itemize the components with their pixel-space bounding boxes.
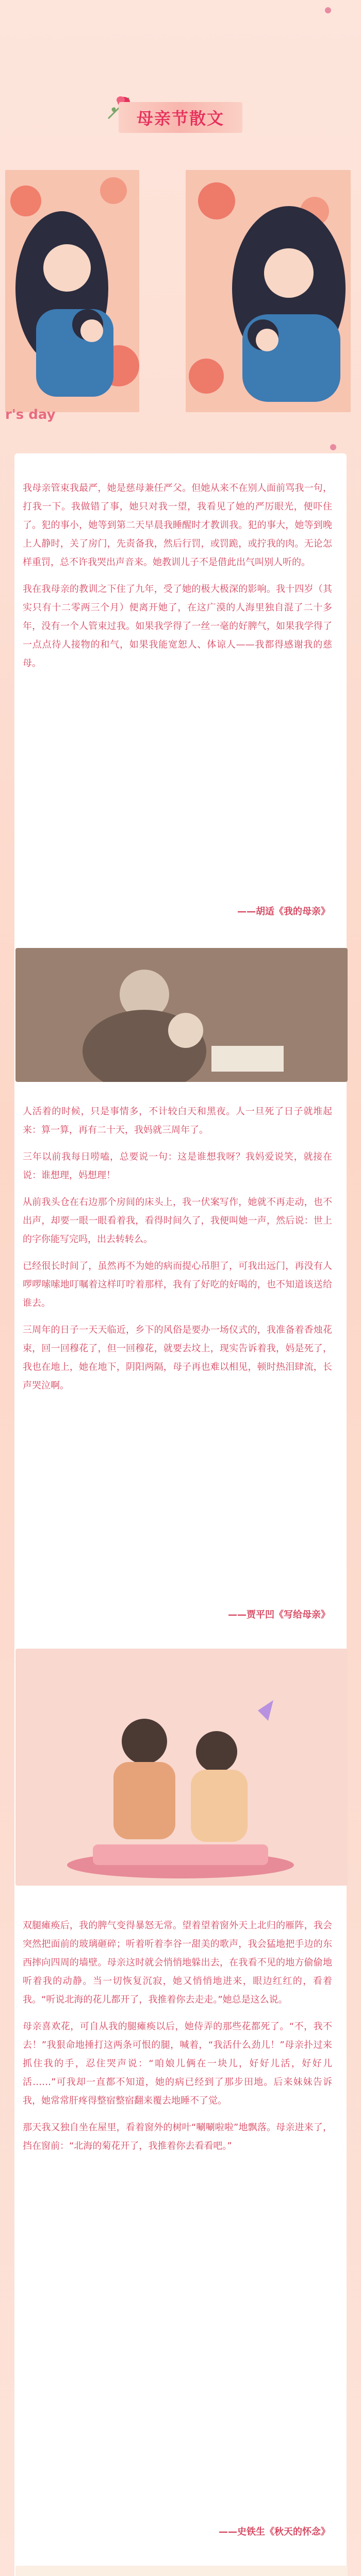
essay-2-paragraph: 已经很长时间了，虽然再不为她的病而提心吊胆了，可我出远门，再没有人啰啰嗦嗦地叮嘱着这样叮咛着那样，我有了好吃的好喝的，也不知道该送给谁去。 (23, 1261, 332, 1309)
essay-2-paragraph: 三周年的日子一天天临近，乡下的风俗是要办一场仪式的，我准备着香烛花束，回一回穆花了，但一回穆花，就要去坟上，现实告诉着我，妈是死了，我也在地上，她在地下，阴阳两隔，母子再也难以相见，顿时热泪肆流，长声哭泣啊。 (23, 1325, 332, 1391)
essay-3-paragraph: 双腿瘫痪后，我的脾气变得暴怒无常。望着望着窗外天上北归的雁阵，我会突然把面前的玻璃砸碎；听着听着李谷一甜美的歌声，我会猛地把手边的东西摔向四周的墙壁。母亲这时就会悄悄地躲出去，在我看不见的地方偷偷地听着我的动静。当一切恢复沉寂，她又悄悄地进来，眼边红红的，看着我。“听说北海的花儿都开了，我推着你去走走。”她总是这么说。 (23, 1920, 332, 2005)
decor-dot (330, 444, 336, 450)
essay-1-signature: ——胡适《我的母亲》 (237, 906, 330, 917)
essay-1-paragraph: 我母亲管束我最严，她是慈母兼任严父。但她从来不在别人面前骂我一句，打我一下。我做错了事，她只对我一望，我看见了她的严厉眼光，便吓住了。犯的事小，她等到第二天早晨我睡醒时才教训我。犯的事大，她等到晚上人静时，关了房门，先责备我，然后行罚，或罚跪，或拧我的肉。无论怎样重罚，总不许我哭出声音来。她教训儿子不是借此出气叫别人听的。 (23, 483, 332, 568)
content-card (14, 453, 347, 2576)
essay-3-paragraph: 母亲喜欢花，可自从我的腿瘫痪以后，她侍弄的那些花都死了。“不，我不去！”我狠命地捶打这两条可恨的腿，喊着，“我活什么劲儿！”母亲扑过来抓住我的手，忍住哭声说：“咱娘儿俩在一块儿，好好儿活，好好儿活……”可我却一直都不知道，她的病已经到了那步田地。后来妹妹告诉我，她常常肝疼得整宿整宿翻来覆去地睡不了觉。 (23, 2021, 332, 2106)
essay-1 (23, 479, 332, 681)
essay-3-signature: ——史铁生《秋天的怀念》 (219, 2527, 330, 2537)
mother-child-illustration (5, 170, 139, 412)
essay-1-paragraph: 我在我母亲的教训之下住了九年，受了她的极大极深的影响。我十四岁（其实只有十二零两三个月）便离开她了，在这广漠的人海里独自混了二十多年，没有一个人管束过我。如果我学得了一丝一毫的好脾气，如果我学得了一点点待人接物的和气，如果我能宽恕人、体谅人——我都得感谢我的慈母。 (23, 584, 332, 669)
reading-illustration (15, 948, 348, 1082)
title-box (119, 102, 242, 133)
title-banner (98, 88, 263, 139)
essay-2-paragraph: 从前我头仓在右边那个房间的床头上，我一伏案写作，她就不再走动，也不出声，却要一眼一眼看着我，看得时间久了，我便叫她一声，然后说：世上的字你能写完吗，出去转转么。 (23, 1197, 332, 1245)
footer-banner (15, 2566, 348, 2576)
hero-panel-right (186, 170, 351, 412)
mother-child-back-illustration (15, 1649, 348, 1886)
hero-panel-left (5, 170, 139, 412)
page-title: 母亲节散文 (136, 109, 224, 128)
mothers-day-banner (15, 2566, 348, 2576)
essay-2 (23, 1103, 332, 1403)
photo-mother-child (15, 1649, 348, 1886)
essay-2-paragraph: 人活着的时候，只是事情多，不计较白天和黑夜。人一旦死了日子就堆起来：算一算，再有二十天，我妈就三周年了。 (23, 1106, 332, 1136)
essay-3-paragraph: 那天我又独自坐在屋里，看着窗外的树叶“唰唰啦啦”地飘落。母亲进来了，挡在窗前：“北海的菊花开了，我推着你去看看吧。” (23, 2122, 332, 2151)
photo-grandmother (15, 948, 348, 1082)
essay-2-signature: ——贾平凹《写给母亲》 (228, 1609, 330, 1620)
mother-child-illustration-2 (186, 170, 351, 412)
essay-3 (23, 1917, 332, 2164)
decor-dot (325, 7, 331, 13)
hero-caption: r's day (5, 407, 56, 422)
hero-illustration (0, 165, 361, 422)
essay-2-paragraph: 三年以前我每日唠嗑，总要说一句：这是谁想我呀？我妈爱说笑，就接在说：谁想理，妈想理！ (23, 1151, 332, 1181)
